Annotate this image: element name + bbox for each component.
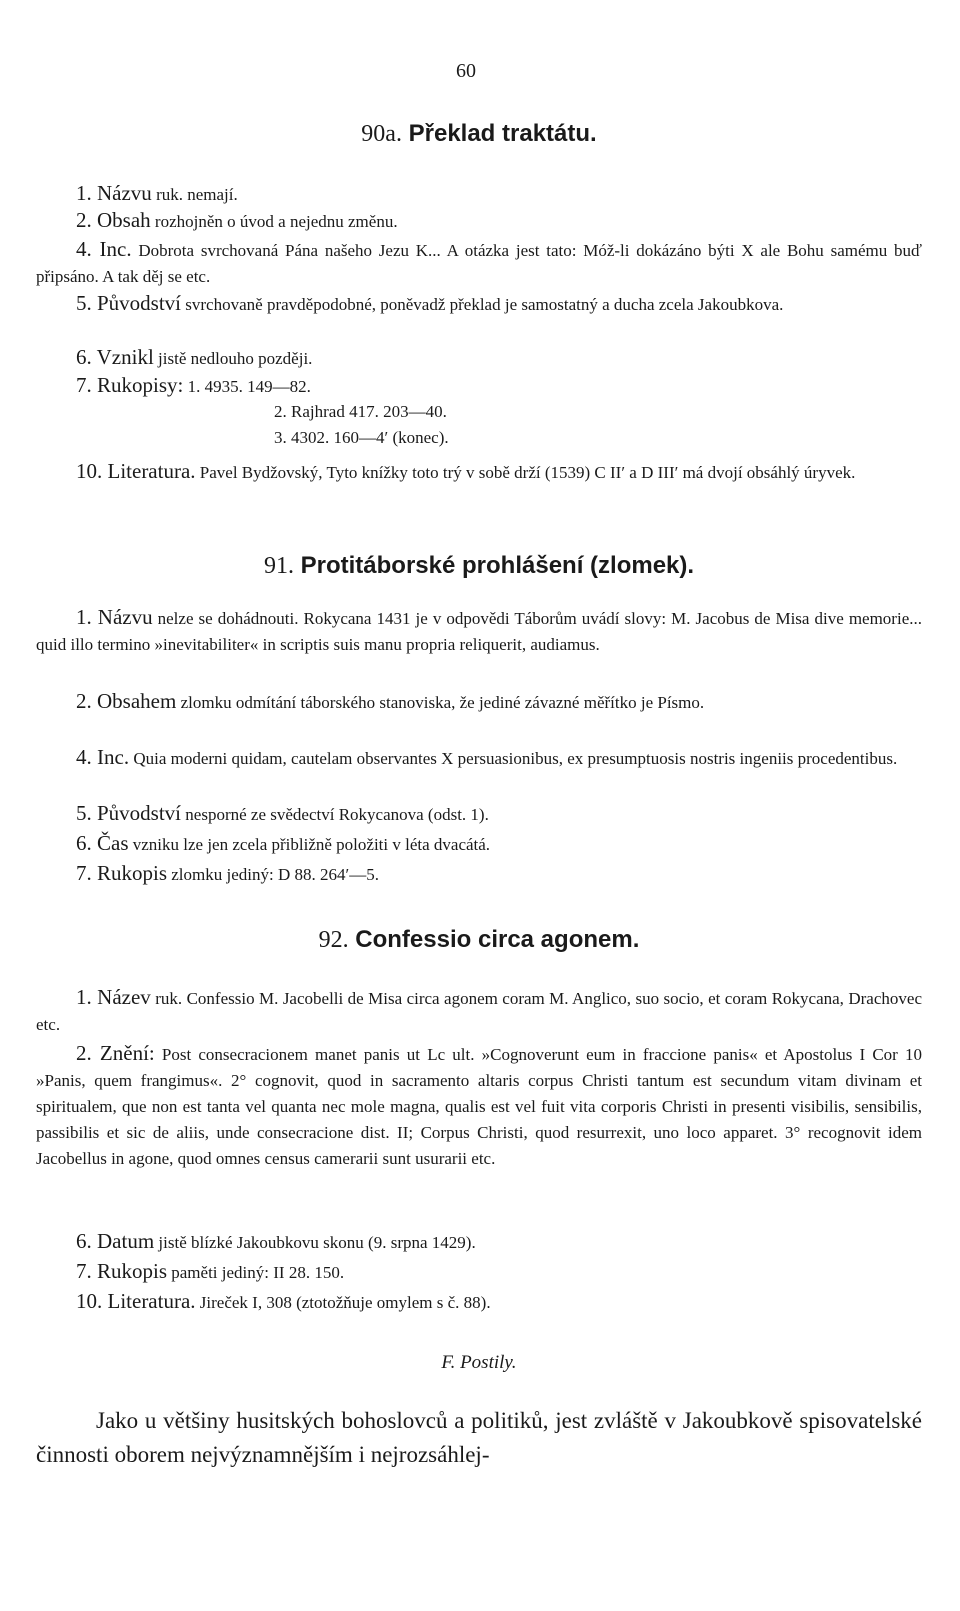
s90-item-7-ms-2: 2. Rajhrad 417. 203—40. (274, 402, 447, 421)
s92-item-2-text: Post consecracionem manet panis ut Lc ult. »Cognoverunt eum in fraccione panis« et Apostolus I Cor 10 »Panis, quem frangimus«. 2° cognovit, quod in sacramento altaris corpus Christi tantum est secundum vitam divinam et spiritualem, que non est tanta vel quanta nec mole magna, qualis est vel fuit vita corporis Christi in presenti visibilis, sensibilis, passibilis et sic de aliis, unde consecracione dist. II; Corpus Christi, quod resurrexit, uno loco apparet. 3° recognovit idem Jacobellus in agone, quod omnes census camerarii sunt usurarii etc. (36, 1045, 922, 1168)
s92-item-10-text: Jireček I, 308 (ztotožňuje omylem s č. 88). (195, 1293, 491, 1312)
s91-item-7 (36, 860, 922, 888)
s91-item-6-text: vzniku lze jen zcela přibližně položiti v léta dvacátá. (128, 835, 491, 854)
page (36, 0, 922, 1611)
s90-item-1-lead: 1. Názvu (76, 181, 152, 205)
s91-item-6 (36, 830, 922, 858)
s90-item-10-text: Pavel Bydžovský, Tyto knížky toto trý v sobě drží (1539) C II′ a D III′ má dvojí obsáhlý úryvek. (195, 463, 856, 482)
s90-item-4-lead: 4. Inc. (76, 237, 132, 261)
s92-item-1 (36, 984, 922, 1038)
section-91-number: 91. (263, 553, 294, 579)
s90-item-6-text: jistě nedlouho později. (153, 349, 313, 368)
s91-item-5 (36, 800, 922, 828)
s92-item-10 (36, 1288, 922, 1316)
s92-item-6 (36, 1228, 922, 1256)
s90-item-4-text: Dobrota svrchovaná Pána našeho Jezu K... A otázka jest tato: Móž-li dokázáno býti X ale Bohu samému buď připsáno. A tak děj se etc. (36, 241, 922, 286)
page-number: 60 (456, 60, 476, 82)
s91-item-6-lead: 6. Čas (76, 831, 129, 855)
s90-item-1-text: ruk. nemají. (151, 185, 238, 204)
s91-item-7-lead: 7. Rukopis (76, 861, 168, 885)
s90-item-5 (36, 290, 922, 318)
s90-item-5-text: svrchovaně pravděpodobné, poněvadž překlad je samostatný a ducha zcela Jakoubkova. (181, 295, 784, 314)
s92-item-7 (36, 1258, 922, 1286)
section-90-heading (36, 120, 922, 148)
s90-item-2 (36, 207, 922, 235)
s91-item-1-lead: 1. Názvu (76, 605, 153, 629)
s91-item-2-text: zlomku odmítání táborského stanoviska, že jediné závazné měřítko je Písmo. (176, 693, 705, 712)
s92-item-7-lead: 7. Rukopis (76, 1259, 168, 1283)
s90-item-7-ms-3: 3. 4302. 160—4′ (konec). (274, 428, 449, 447)
s90-item-6 (36, 344, 922, 372)
section-90-title: Překlad traktátu. (408, 120, 597, 147)
s90-item-6-lead: 6. Vznikl (76, 345, 154, 369)
s92-item-1-text: ruk. Confessio M. Jacobelli de Misa circa agonem coram M. Anglico, suo socio, et coram Rokycana, Drachovec etc. (36, 989, 922, 1034)
s90-item-4 (36, 236, 922, 290)
s90-item-10-lead: 10. Literatura. (76, 459, 196, 483)
s90-item-2-lead: 2. Obsah (76, 208, 151, 232)
s91-item-4-lead: 4. Inc. (76, 745, 130, 769)
section-92-title: Confessio circa agonem. (355, 926, 640, 953)
s91-item-5-lead: 5. Původství (76, 801, 182, 825)
section-90-number: 90a. (361, 121, 402, 147)
s90-item-5-lead: 5. Původství (76, 291, 182, 315)
s92-item-10-lead: 10. Literatura. (76, 1289, 196, 1313)
s92-item-7-text: paměti jediný: II 28. 150. (167, 1263, 345, 1282)
s91-item-7-text: zlomku jediný: D 88. 264′—5. (167, 865, 379, 884)
section-f-heading (36, 1352, 922, 1374)
s90-item-7-lead: 7. Rukopisy: (76, 373, 184, 397)
s91-item-2 (36, 688, 922, 716)
closing-paragraph: Jako u většiny husitských bohoslovců a politiků, jest zvláště v Jakoubkově spisovatelské činnosti oborem nejvýznamnějším i nejrozsáhlej- (36, 1408, 922, 1467)
s90-item-7-text: 1. 4935. 149—82. (183, 377, 311, 396)
s90-item-10 (36, 458, 922, 486)
section-92-number: 92. (318, 927, 349, 953)
section-f-title: F. Postily. (441, 1352, 517, 1373)
s91-item-4-text: Quia moderni quidam, cautelam observantes X persuasionibus, ex presumptuosis nostris ingeniis procedentibus. (129, 749, 898, 768)
section-91-heading (36, 552, 922, 580)
s91-item-1-text: nelze se dohádnouti. Rokycana 1431 je v odpovědi Táborům uvádí slovy: M. Jacobus de Misa dive memorie... quid illo termino »inevitabiliter« in scriptis suis manu propria reliquerit, audiamus. (36, 609, 922, 654)
s90-item-2-text: rozhojněn o úvod a nejednu změnu. (150, 212, 398, 231)
s91-item-4 (36, 744, 922, 772)
s90-item-7 (36, 372, 922, 400)
section-91-title: Protitáborské prohlášení (zlomek). (300, 552, 695, 579)
section-92-heading (36, 926, 922, 954)
s91-item-5-text: nesporné ze svědectví Rokycanova (odst. 1). (181, 805, 489, 824)
s92-item-6-lead: 6. Datum (76, 1229, 155, 1253)
s92-item-1-lead: 1. Název (76, 985, 151, 1009)
s91-item-1 (36, 604, 922, 658)
s90-item-1 (36, 180, 922, 208)
s92-item-2-lead: 2. Znění: (76, 1041, 155, 1065)
s92-item-6-text: jistě blízké Jakoubkovu skonu (9. srpna 1429). (154, 1233, 476, 1252)
s91-item-2-lead: 2. Obsahem (76, 689, 177, 713)
s92-item-2 (36, 1040, 922, 1172)
